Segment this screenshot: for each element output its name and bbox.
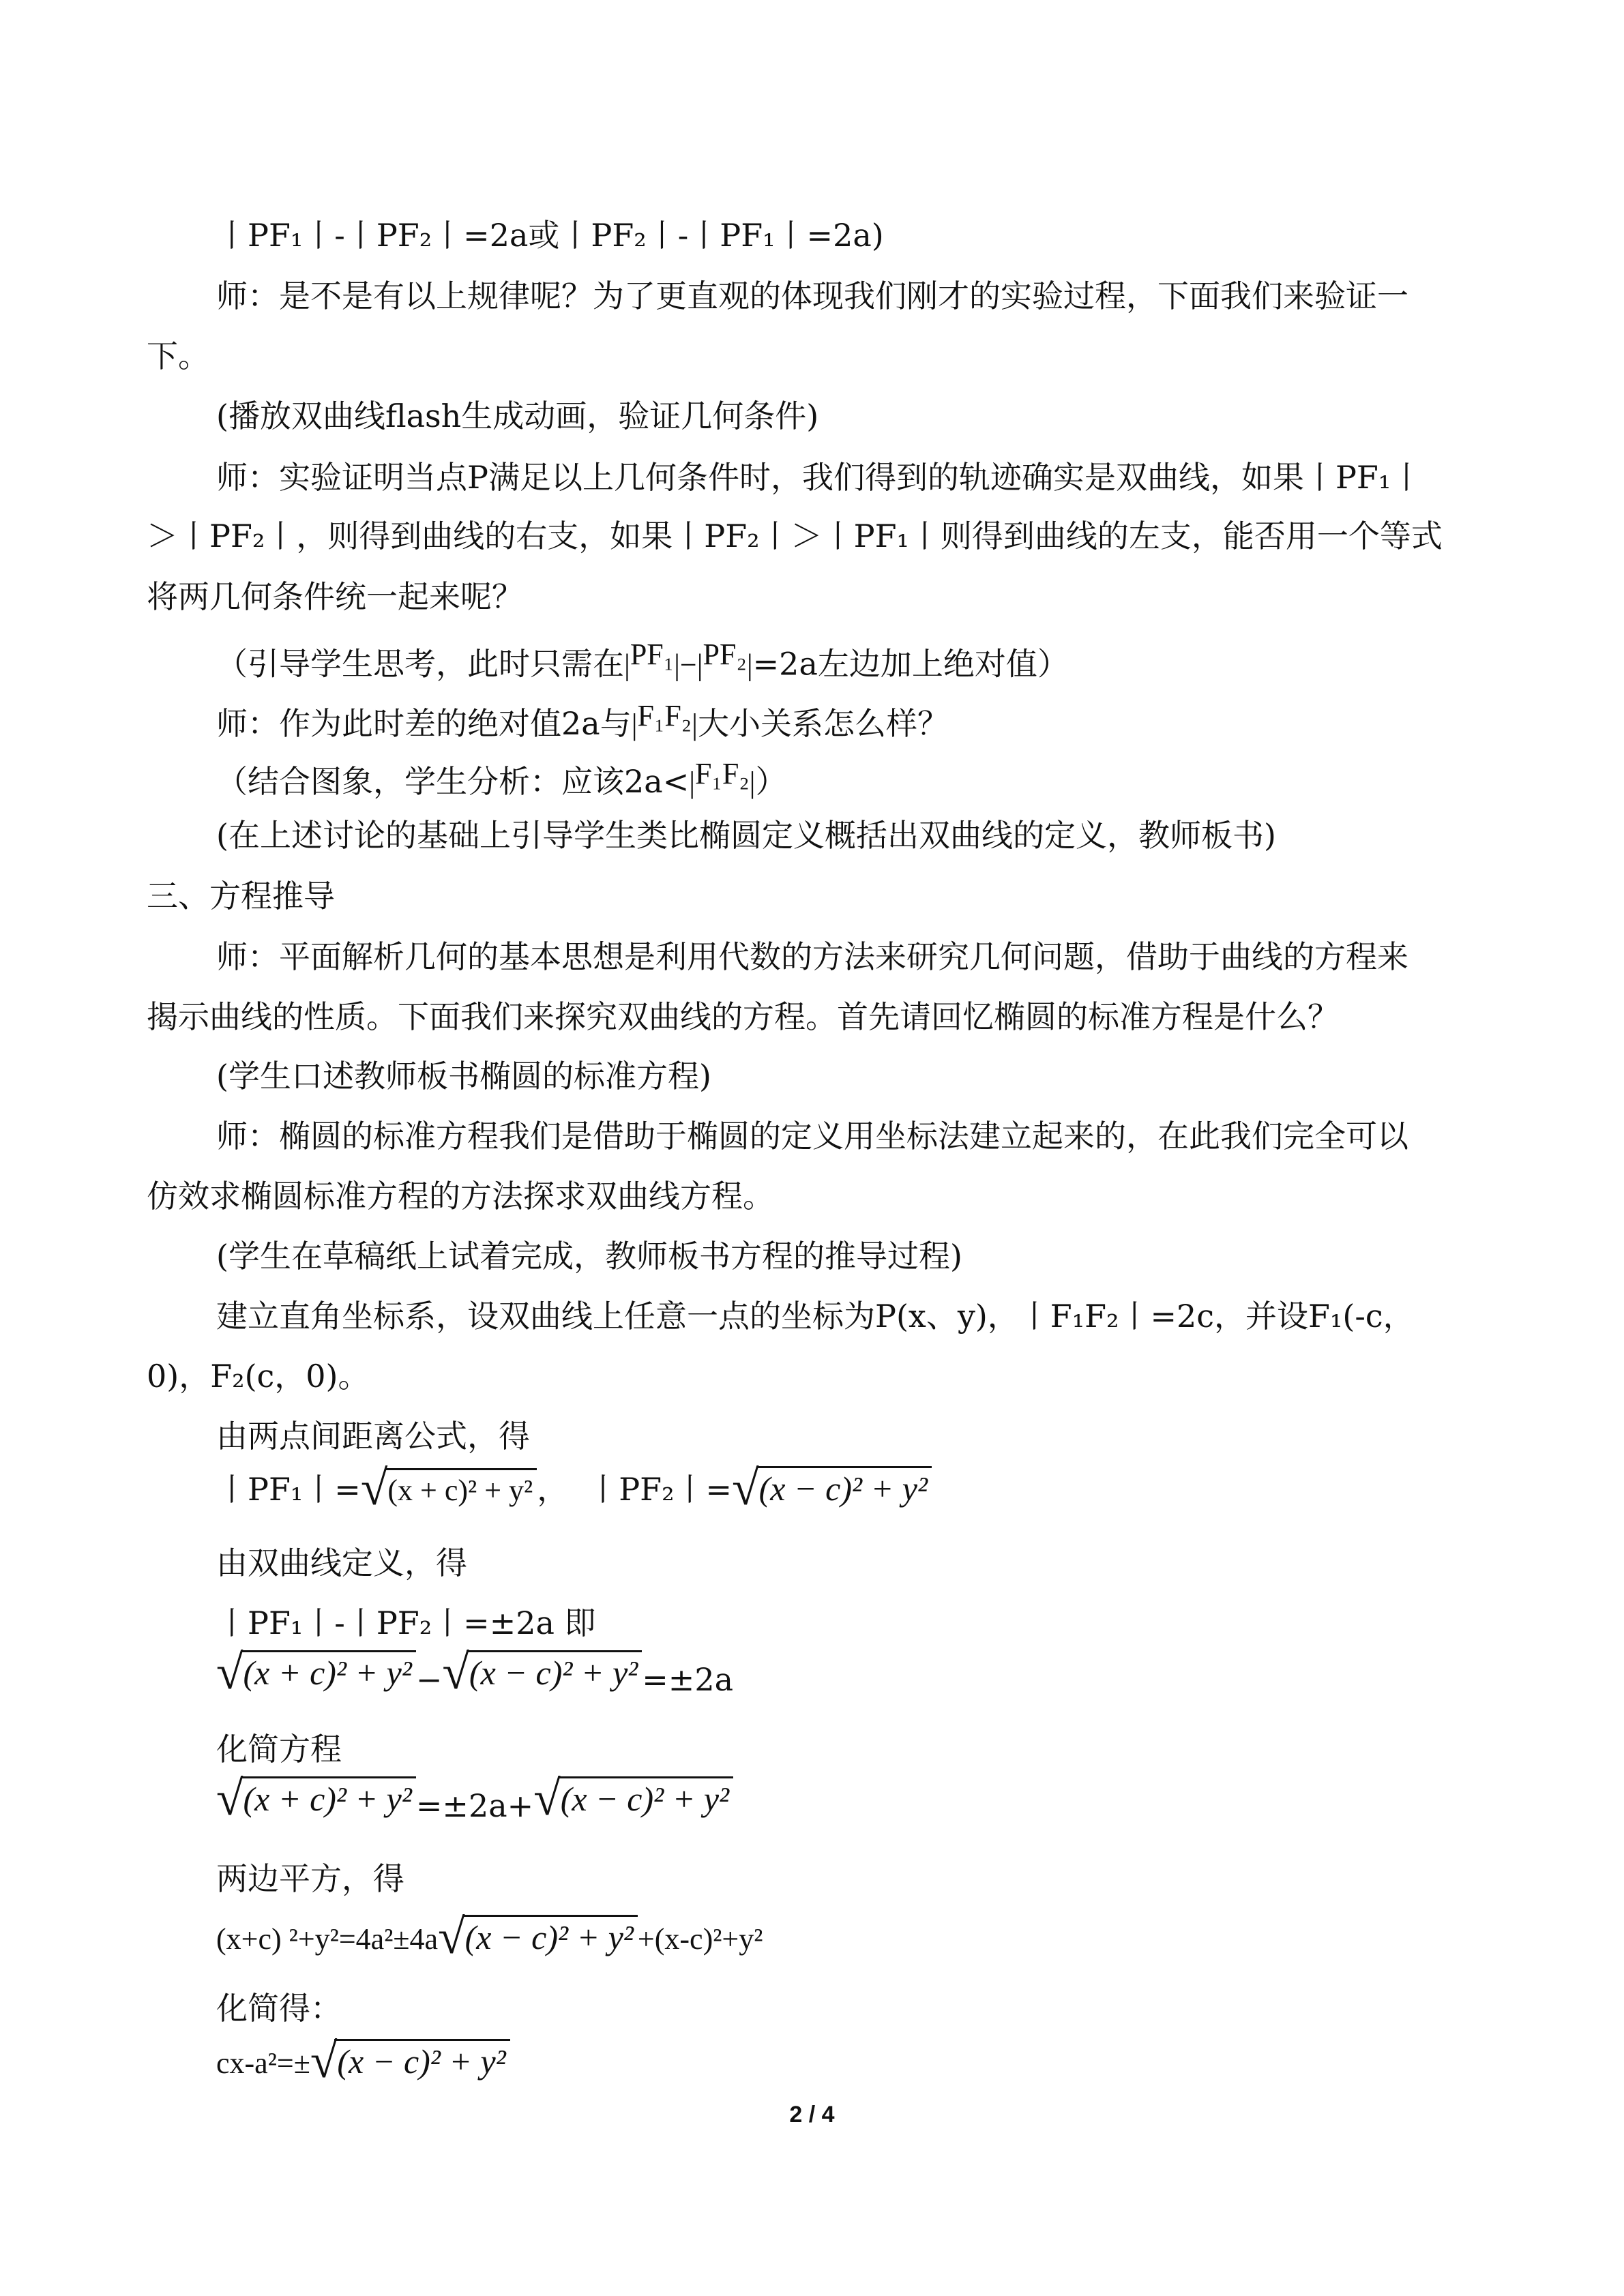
radicand: (x − c)² + y² xyxy=(462,1915,638,1956)
radical-sign: √ xyxy=(310,2033,338,2088)
radical-sign: √ xyxy=(533,1771,561,1825)
text-span: 丨PF₁丨= xyxy=(216,1471,361,1508)
text-span: =±2a xyxy=(642,1661,734,1699)
text-line-with-math xyxy=(216,634,1069,685)
math-bar: | xyxy=(631,708,638,742)
text-line: 师：实验证明当点P满足以上几何条件时，我们得到的轨迹确实是双曲线，如果丨PF₁丨 xyxy=(216,459,1423,496)
radicand: (x + c)² + y² xyxy=(241,1650,416,1692)
text-span: =±2a+ xyxy=(415,1787,534,1825)
text-line: 下。 xyxy=(147,338,209,374)
math-bar: | xyxy=(696,648,703,682)
radicand: (x + c)² + y² xyxy=(385,1468,537,1510)
radical-sign: √ xyxy=(360,1461,388,1515)
text-line: 丨PF₁丨-丨PF₂丨=±2a 即 xyxy=(216,1605,596,1641)
math-f1f2: F₁F₂ xyxy=(695,757,750,790)
formula-squared xyxy=(216,1909,763,1964)
sqrt-expression xyxy=(438,1909,638,1964)
text-line: 由双曲线定义，得 xyxy=(216,1545,467,1581)
math-f1f2: F₁F₂ xyxy=(637,699,692,732)
radicand: (x − c)² + y² xyxy=(756,1466,932,1508)
text-line: (学生在草稿纸上试着完成，教师板书方程的推导过程) xyxy=(216,1238,962,1274)
formula-definition xyxy=(216,1645,734,1700)
text-line: 由两点间距离公式，得 xyxy=(216,1418,530,1455)
text-span: （引导学生思考，此时只需在 xyxy=(216,645,624,683)
sqrt-expression xyxy=(442,1645,642,1699)
sqrt-expression xyxy=(533,1771,733,1825)
text-line: 丨PF₁丨-丨PF₂丨=2a或丨PF₂丨-丨PF₁丨=2a) xyxy=(216,217,884,254)
math-bar: | xyxy=(674,648,680,682)
formula-result xyxy=(216,2033,510,2088)
text-line: (在上述讨论的基础上引导学生类比椭圆定义概括出双曲线的定义，教师板书) xyxy=(216,817,1276,854)
text-line: 化简得： xyxy=(216,1990,342,2027)
text-line-with-math xyxy=(216,754,786,803)
math-bar: | xyxy=(624,648,630,682)
text-line: (播放双曲线flash生成动画，验证几何条件) xyxy=(216,398,819,434)
radicand: (x + c)² + y² xyxy=(241,1776,416,1818)
sqrt-expression xyxy=(360,1461,537,1515)
text-line: 揭示曲线的性质。下面我们来探究双曲线的方程。首先请回忆椭圆的标准方程是什么？ xyxy=(147,998,1339,1035)
sqrt-expression xyxy=(310,2033,510,2088)
text-span: 大小关系怎么样？ xyxy=(697,705,949,743)
sqrt-expression xyxy=(216,1645,416,1699)
math-bar: | xyxy=(749,766,756,800)
text-line-with-math xyxy=(216,696,949,745)
radicand: (x − c)² + y² xyxy=(334,2039,510,2081)
radical-sign: √ xyxy=(216,1645,243,1699)
math-bar: | xyxy=(689,766,696,800)
math-pf1: PF₁ xyxy=(630,638,675,671)
text-line: 建立直角坐标系，设双曲线上任意一点的坐标为P(x、y)，丨F₁F₂丨=2c，并设F₁(-c， xyxy=(216,1298,1415,1335)
text-span: (x+c) ²+y²=4a²±4a xyxy=(216,1922,439,1956)
sqrt-expression xyxy=(216,1771,416,1825)
radical-sign: √ xyxy=(216,1771,243,1825)
text-span: （结合图象，学生分析：应该2a< xyxy=(216,763,690,801)
text-span: cx-a²=± xyxy=(216,2046,310,2080)
radical-sign: √ xyxy=(442,1645,469,1699)
text-line: 化简方程 xyxy=(216,1731,342,1768)
section-heading: 三、方程推导 xyxy=(147,878,335,914)
radicand: (x − c)² + y² xyxy=(467,1650,642,1692)
math-minus: − xyxy=(679,648,697,682)
text-span: 师：作为此时差的绝对值2a与 xyxy=(216,705,632,743)
text-line: 师：平面解析几何的基本思想是利用代数的方法来研究几何问题，借助于曲线的方程来 xyxy=(216,938,1408,975)
text-line: (学生口述教师板书椭圆的标准方程) xyxy=(216,1058,711,1094)
text-line: 师：椭圆的标准方程我们是借助于椭圆的定义用坐标法建立起来的，在此我们完全可以 xyxy=(216,1118,1408,1154)
math-minus: − xyxy=(415,1661,443,1699)
page-number: 2 / 4 xyxy=(789,2102,835,2128)
text-span: +(x-c)²+y² xyxy=(637,1922,763,1956)
radicand: (x − c)² + y² xyxy=(558,1776,733,1818)
text-line: ＞丨PF₂丨，则得到曲线的右支，如果丨PF₂丨＞丨PF₁丨则得到曲线的左支，能否用一个等式 xyxy=(147,518,1443,554)
formula-distance xyxy=(216,1461,932,1515)
text-span: ） xyxy=(755,763,787,801)
math-bar: | xyxy=(746,648,753,682)
text-line: 两边平方，得 xyxy=(216,1860,404,1897)
text-line: 仿效求椭圆标准方程的方法探求双曲线方程。 xyxy=(147,1178,774,1214)
formula-simplified xyxy=(216,1771,733,1826)
math-bar: | xyxy=(692,708,698,742)
radical-sign: √ xyxy=(438,1909,465,1964)
text-line: 师：是不是有以上规律呢？为了更直观的体现我们刚才的实验过程，下面我们来验证一 xyxy=(216,278,1408,314)
radical-sign: √ xyxy=(732,1461,759,1515)
text-span: =2a左边加上绝对值） xyxy=(752,645,1069,683)
math-pf2: PF₂ xyxy=(703,638,747,671)
text-span: 丨PF₂丨= xyxy=(587,1471,733,1508)
sqrt-expression xyxy=(732,1461,932,1515)
text-line: 0)，F₂(c，0)。 xyxy=(147,1358,370,1395)
text-span: ， xyxy=(537,1471,569,1508)
text-line: 将两几何条件统一起来呢？ xyxy=(147,578,523,615)
